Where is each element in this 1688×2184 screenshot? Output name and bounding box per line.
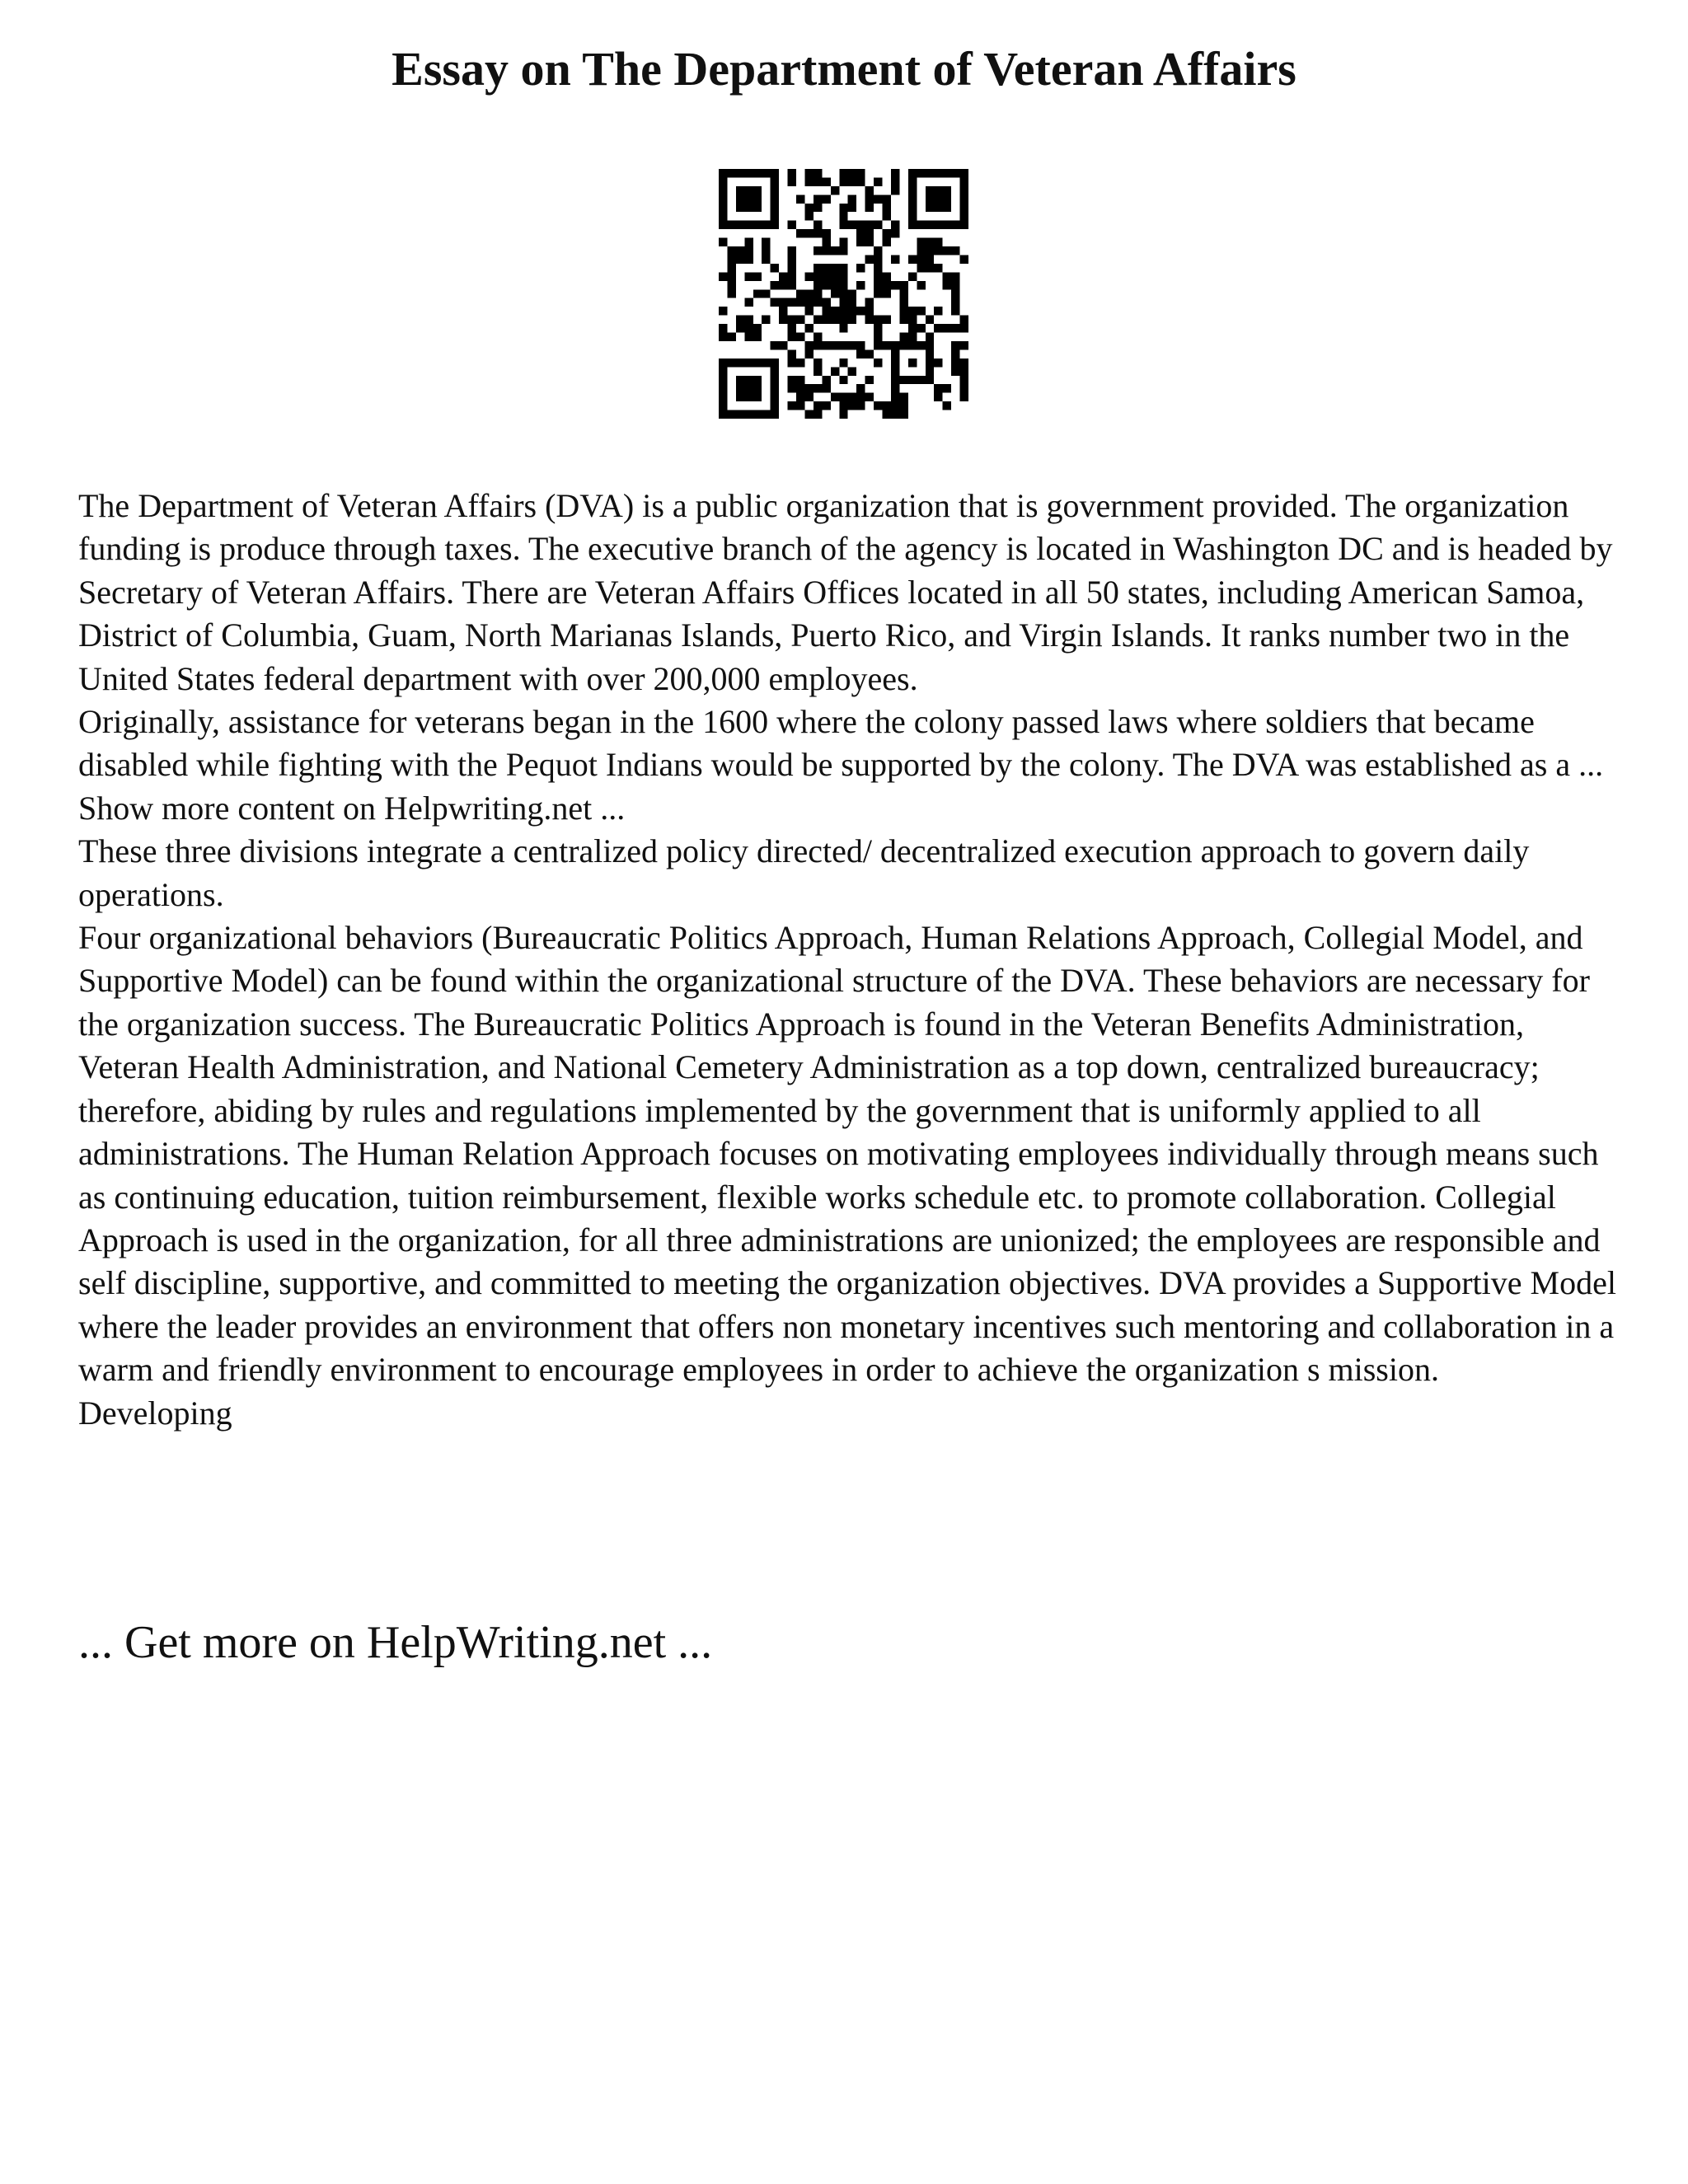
paragraph: The Department of Veteran Affairs (DVA) is a public organization that is government provided. The organization funding is produce through taxes. The executive branch of the agency is located in Washington DC and is headed by Secretary of Veteran Affairs. There are Veteran Affairs Offices located in all 50 states, including American Samoa, District of Columbia, Guam, North Marianas Islands, Puerto Rico, and Virgin Islands. It ranks number two in the United States federal department with over 200,000 employees.: [78, 487, 1613, 697]
qr-code-icon[interactable]: [719, 169, 968, 419]
paragraph: Four organizational behaviors (Bureaucratic Politics Approach, Human Relations Approach, Collegial Model, and Supportive Model) can be found within the organizational structure of the DVA. These behaviors are necessary for the organization success. The Bureaucratic Politics Approach is found in the Veteran Benefits Administration, Veteran Health Administration, and National Cemetery Administration as a top down, centralized bureaucracy; therefore, abiding by rules and regulations implemented by the government that is uniformly applied to all administrations. The Human Relation Approach focuses on motivating employees individually through means such as continuing education, tuition reimbursement, flexible works schedule etc. to promote collaboration. Collegial Approach is used in the organization, for all three administrations are unionized; the employees are responsible and self discipline, supportive, and committed to meeting the organization objectives. DVA provides a Supportive Model where the leader provides an environment that offers non monetary incentives such mentoring and collaboration in a warm and friendly environment to encourage employees in order to achieve the organization s mission.: [78, 919, 1616, 1389]
get-more-link[interactable]: ... Get more on HelpWriting.net ...: [78, 1617, 713, 1668]
paragraph: Developing: [78, 1394, 232, 1432]
paragraph: These three divisions integrate a centralized policy directed/ decentralized execution approach to govern daily operations.: [78, 832, 1530, 913]
document-title: Essay on The Department of Veteran Affairs: [392, 42, 1296, 96]
paragraph: Originally, assistance for veterans began in the 1600 where the colony passed laws where soldiers that became disabled while fighting with the Pequot Indians would be supported by the colony. The DVA was established as a ... Show more content on Helpwriting.net ...: [78, 703, 1604, 827]
essay-body: [78, 485, 1628, 1435]
